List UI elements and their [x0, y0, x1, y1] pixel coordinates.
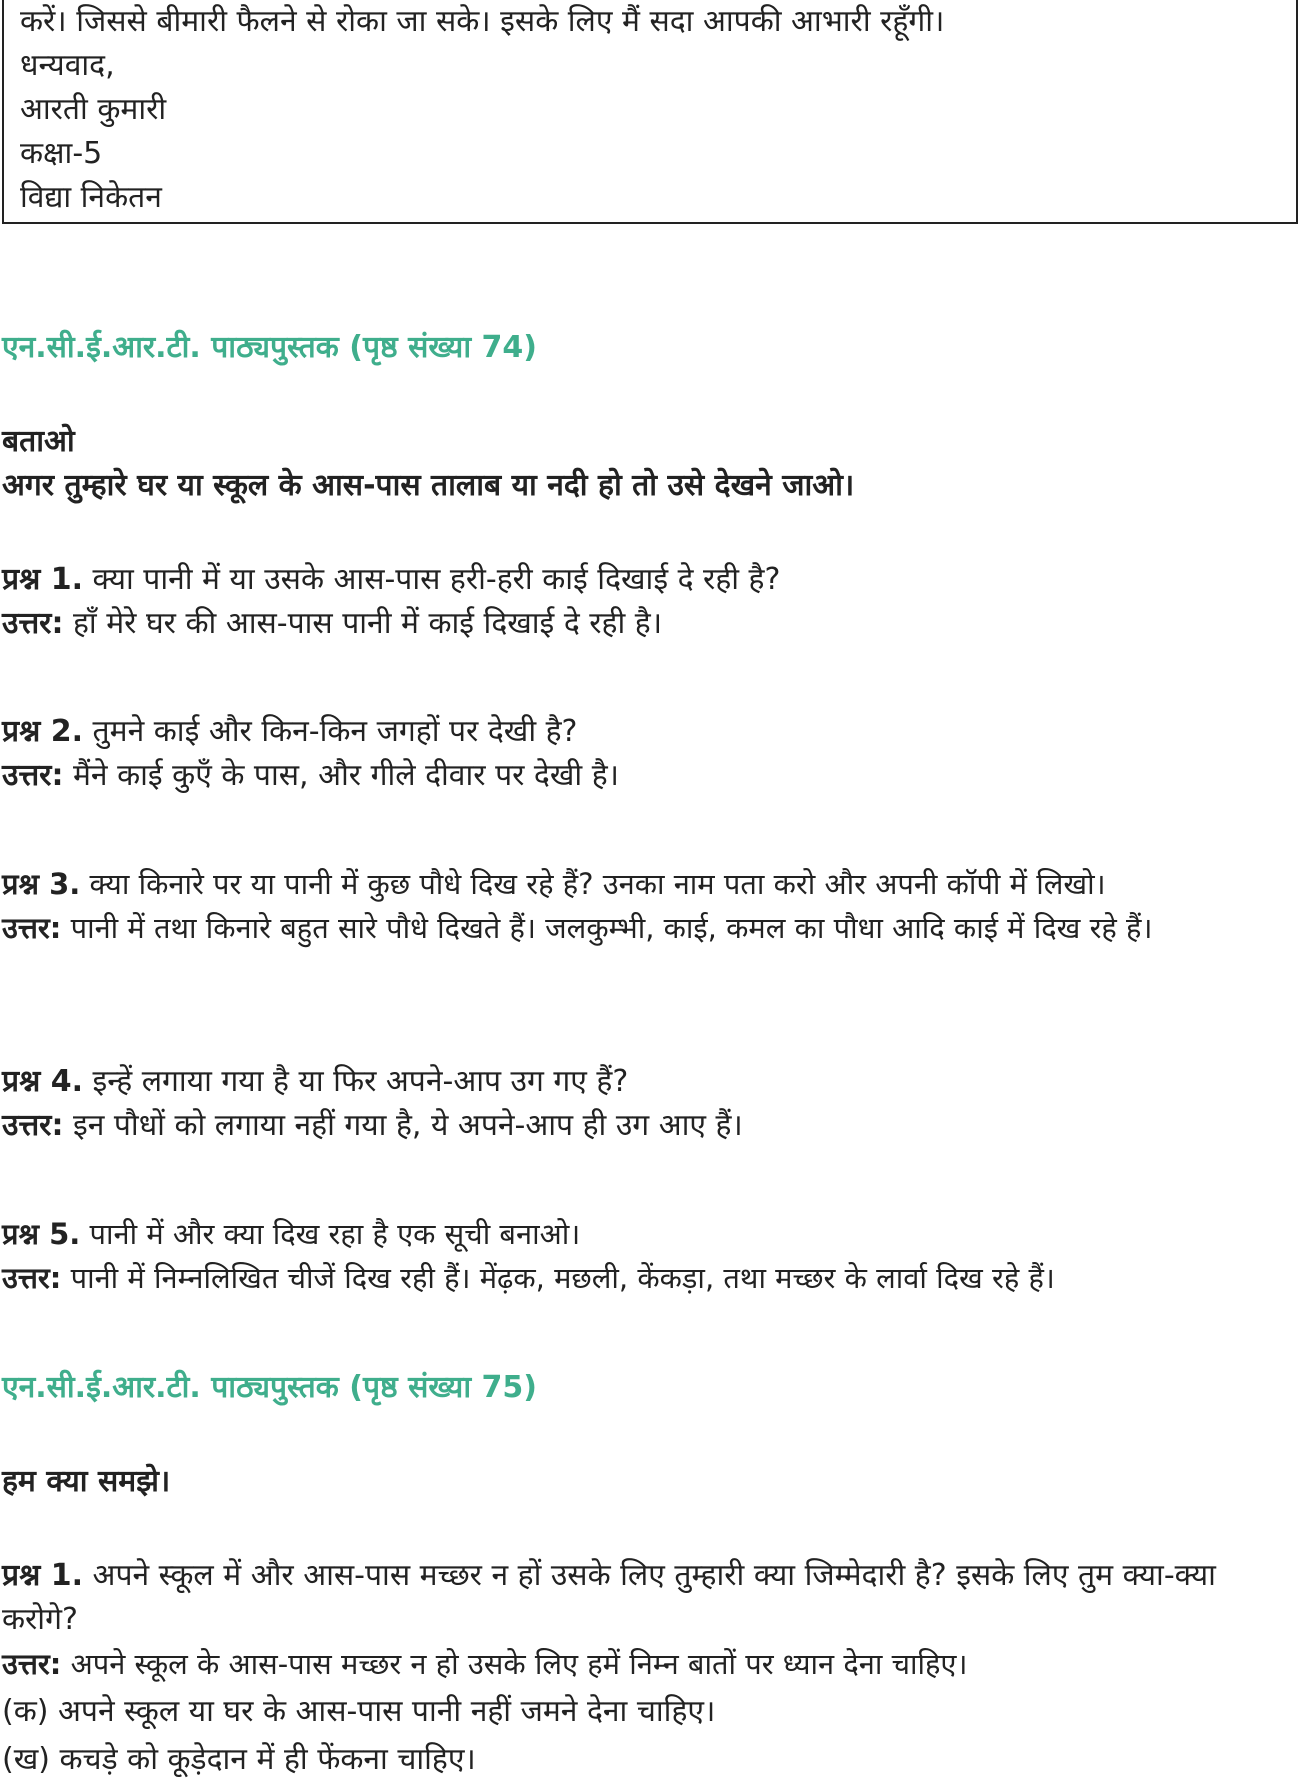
- answer-label: उत्तर:: [2, 1108, 64, 1143]
- qa-block-1: [2, 558, 1298, 646]
- question-text: क्या पानी में या उसके आस-पास हरी-हरी काई दिखाई दे रही है?: [83, 562, 781, 597]
- letter-line: धन्यवाद,: [20, 48, 115, 83]
- answer-text: अपने स्कूल के आस-पास मच्छर न हो उसके लिए हमें निम्न बातों पर ध्यान देना चाहिए।: [61, 1647, 968, 1681]
- question: [2, 1554, 1298, 1642]
- qa-block-5: [2, 1212, 1298, 1300]
- question-label: प्रश्न 5.: [2, 1217, 81, 1251]
- qa-block-4: [2, 1060, 1298, 1148]
- letter-line: कक्षा-5: [20, 136, 103, 171]
- answer-text: पानी में निम्नलिखित चीजें दिख रही हैं। मेंढ़क, मछली, केंकड़ा, तथा मच्छर के लार्वा दिख रहे हैं।: [61, 1261, 1055, 1295]
- answer: [2, 602, 1298, 646]
- qa-block-2: [2, 710, 1298, 798]
- answer-label: उत्तर:: [2, 1261, 62, 1295]
- question-text: तुमने काई और किन-किन जगहों पर देखी है?: [83, 714, 578, 749]
- question-label: प्रश्न 2.: [2, 714, 83, 749]
- question-text: पानी में और क्या दिख रहा है एक सूची बनाओ।: [80, 1217, 581, 1251]
- answer-s2-1: [2, 1642, 1298, 1686]
- answer: [2, 1256, 1298, 1300]
- question-text: अपने स्कूल में और आस-पास मच्छर न हों उसके लिए तुम्हारी क्या जिम्मेदारी है? इसके लिए तुम क्या-क्या करोगे?: [2, 1558, 1216, 1637]
- answer: [2, 1104, 1298, 1148]
- question: [2, 1212, 1298, 1256]
- subheading-batao: बताओ: [2, 424, 75, 459]
- letter-line: विद्या निकेतन: [20, 180, 162, 215]
- answer: [2, 1642, 1298, 1686]
- section-heading-74: एन.सी.ई.आर.टी. पाठ्यपुस्तक (पृष्ठ संख्या 74): [2, 330, 538, 365]
- question-label: प्रश्न 1.: [2, 562, 83, 597]
- question-label: प्रश्न 4.: [2, 1064, 83, 1099]
- answer-text: इन पौधों को लगाया नहीं गया है, ये अपने-आप ही उग आए हैं।: [63, 1108, 743, 1143]
- section-heading-75: एन.सी.ई.आर.टी. पाठ्यपुस्तक (पृष्ठ संख्या 75): [2, 1370, 538, 1405]
- question-label: प्रश्न 3.: [2, 867, 81, 901]
- letter-line: करें। जिससे बीमारी फैलने से रोका जा सके। इसके लिए मैं सदा आपकी आभारी रहूँगी।: [20, 4, 945, 39]
- question-text: क्या किनारे पर या पानी में कुछ पौधे दिख रहे हैं? उनका नाम पता करो और अपनी कॉपी में लिखो।: [80, 867, 1106, 901]
- answer-label: उत्तर:: [2, 758, 64, 793]
- answer-text: मैंने काई कुएँ के पास, और गीले दीवार पर देखी है।: [63, 758, 619, 793]
- question: [2, 862, 1298, 906]
- letter-line: आरती कुमारी: [20, 92, 167, 127]
- question-label: प्रश्न 1.: [2, 1558, 83, 1593]
- qa-block-s2-1: [2, 1554, 1298, 1642]
- instruction: अगर तुम्हारे घर या स्कूल के आस-पास तालाब या नदी हो तो उसे देखने जाओ।: [2, 468, 855, 503]
- answer-text: हाँ मेरे घर की आस-पास पानी में काई दिखाई दे रही है।: [63, 606, 663, 641]
- question: [2, 710, 1298, 754]
- answer-label: उत्तर:: [2, 606, 64, 641]
- letter-box: [2, 0, 1298, 224]
- question-text: इन्हें लगाया गया है या फिर अपने-आप उग गए हैं?: [83, 1064, 629, 1099]
- point-ka: (क) अपने स्कूल या घर के आस-पास पानी नहीं जमने देना चाहिए।: [2, 1694, 716, 1729]
- question: [2, 558, 1298, 602]
- answer: [2, 754, 1298, 798]
- qa-block-3: [2, 862, 1298, 950]
- answer-label: उत्तर:: [2, 911, 62, 945]
- answer-label: उत्तर:: [2, 1647, 62, 1681]
- answer: [2, 906, 1298, 950]
- subheading-ham-kya-samjhe: हम क्या समझे।: [2, 1464, 171, 1499]
- answer-text: पानी में तथा किनारे बहुत सारे पौधे दिखते हैं। जलकुम्भी, काई, कमल का पौधा आदि काई में दिख रहे हैं।: [61, 911, 1153, 945]
- question: [2, 1060, 1298, 1104]
- point-kha: (ख) कचड़े को कूड़ेदान में ही फेंकना चाहिए।: [2, 1742, 476, 1777]
